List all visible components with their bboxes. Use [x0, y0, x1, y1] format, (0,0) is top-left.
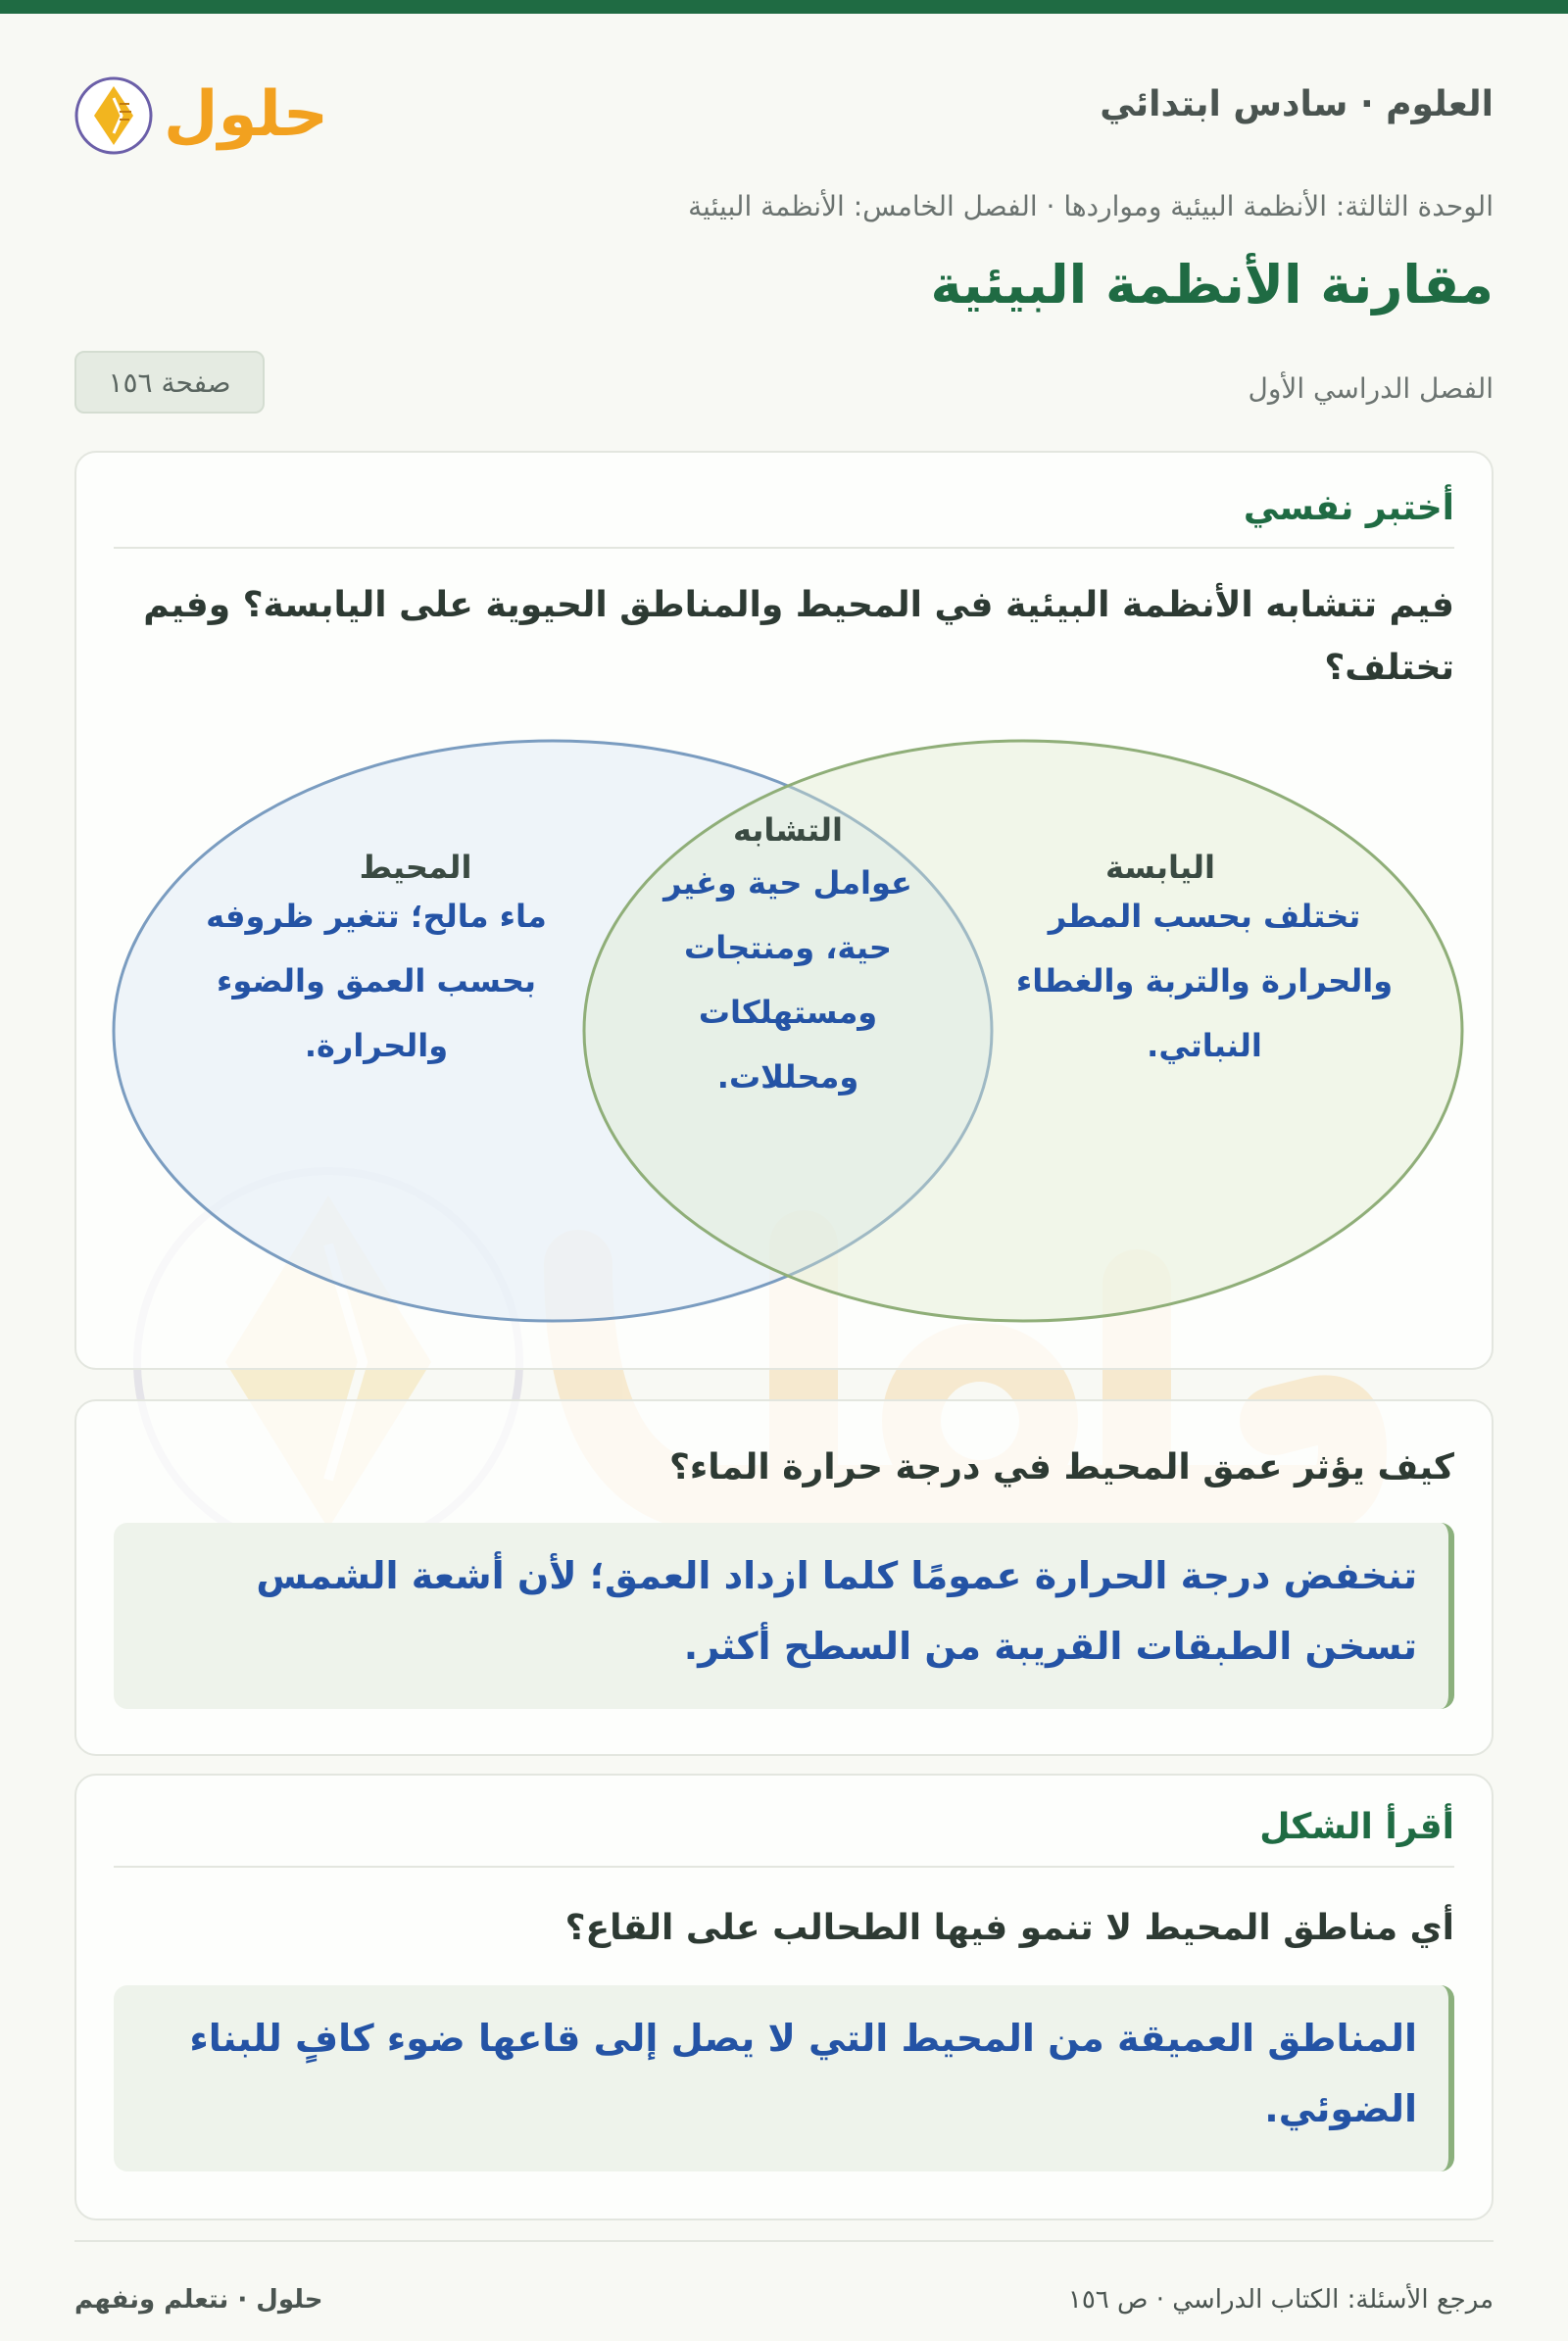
- venn-middle-label: التشابه: [732, 811, 844, 849]
- svg-text:حلول: حلول: [164, 78, 328, 151]
- venn-left-label: المحيط: [359, 849, 472, 886]
- page: [74, 14, 1494, 2341]
- subject-label: العلوم · سادس ابتدائي: [1100, 84, 1494, 124]
- venn-left-text: ماء مالح؛ تتغير ظروفه بحسب العمق والضوء والحرارة.: [206, 898, 547, 1064]
- page-title: مقارنة الأنظمة البيئية: [930, 254, 1494, 316]
- venn-right-label: اليابسة: [1104, 849, 1216, 886]
- section-divider: [114, 1866, 1454, 1868]
- venn-question: فيم تتشابه الأنظمة البيئية في المحيط والمناطق الحيوية على اليابسة؟ وفيم تختلف؟: [143, 585, 1454, 688]
- footer-brand: حلول · نتعلم ونفهم: [74, 2285, 323, 2315]
- footer-divider: [74, 2240, 1494, 2242]
- top-accent-bar: [0, 0, 1568, 14]
- term-label: الفصل الدراسي الأول: [1248, 372, 1494, 405]
- depth-question: كيف يؤثر عمق المحيط في درجة حرارة الماء؟: [668, 1447, 1454, 1488]
- read-figure-card: [74, 1774, 1494, 2220]
- section-title-self-test: أختبر نفسي: [1243, 488, 1454, 528]
- header: [74, 14, 1494, 200]
- depth-answer: تنخفض درجة الحرارة عمومًا كلما ازداد العمق؛ لأن أشعة الشمس تسخن الطبقات القريبة من السطح أكثر.: [114, 1523, 1454, 1709]
- breadcrumb: الوحدة الثالثة: الأنظمة البيئية ومواردها · الفصل الخامس: الأنظمة البيئية: [688, 190, 1494, 222]
- venn-middle-text: عوامل حية وغير حية، ومنتجات ومستهلكات ومحللات.: [663, 864, 912, 1096]
- venn-right-text: تختلف بحسب المطر والحرارة والتربة والغطاء النباتي.: [1015, 898, 1394, 1064]
- venn-diagram: [112, 737, 1464, 1344]
- page-number-badge: صفحة ١٥٦: [74, 351, 265, 414]
- footer-reference: مرجع الأسئلة: الكتاب الدراسي · ص ١٥٦: [1067, 2285, 1494, 2315]
- section-divider: [114, 547, 1454, 549]
- algae-question: أي مناطق المحيط لا تنمو فيها الطحالب على القاع؟: [564, 1908, 1454, 1948]
- hulul-logo-icon[interactable]: [74, 65, 329, 163]
- section-title-read-figure: أقرأ الشكل: [1259, 1807, 1454, 1847]
- self-test-card: [74, 451, 1494, 1370]
- depth-question-card: [74, 1399, 1494, 1756]
- algae-answer: المناطق العميقة من المحيط التي لا يصل إلى قاعها ضوء كافٍ للبناء الضوئي.: [114, 1985, 1454, 2171]
